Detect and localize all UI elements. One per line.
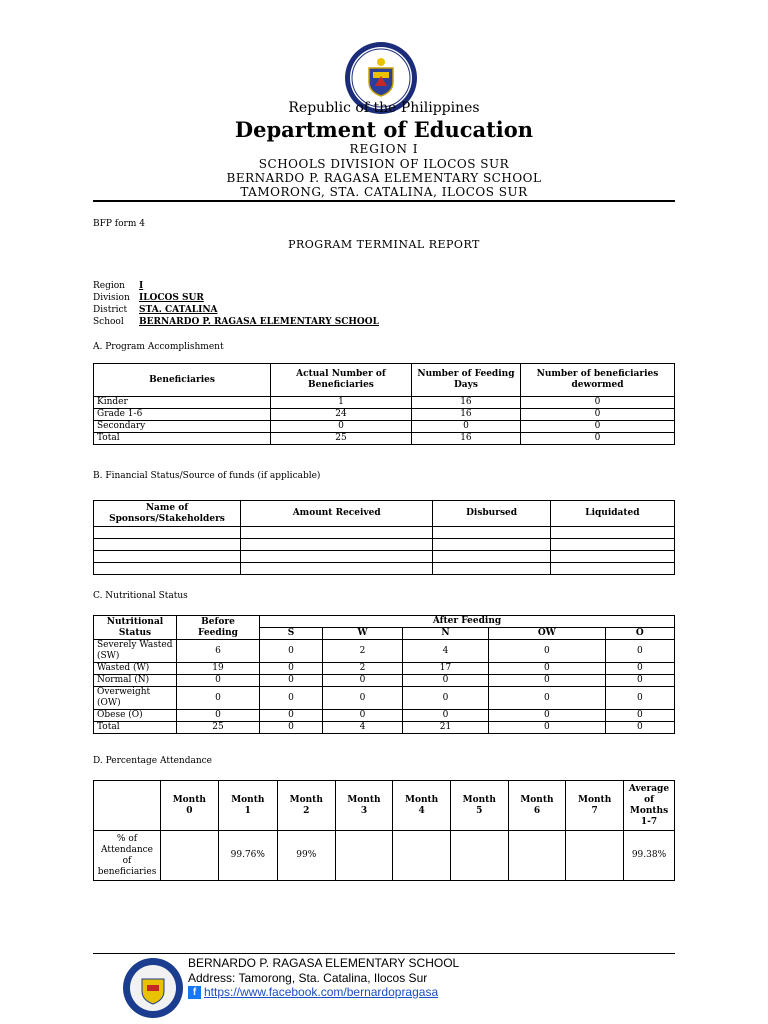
- table-row: % of Attendance of beneficiaries 99.76% 99% 99.38%: [94, 831, 675, 881]
- footer-divider: [93, 953, 675, 954]
- table-row: Grade 1-6 24 16 0: [94, 409, 675, 421]
- col-header: Month 2: [277, 781, 335, 831]
- table-row: Total 25 16 0: [94, 433, 675, 445]
- header-divider: [93, 200, 675, 202]
- col-header: Month 4: [393, 781, 451, 831]
- program-accomplishment-table: [93, 363, 675, 445]
- footer-facebook: [188, 985, 438, 999]
- table-row: [94, 539, 675, 551]
- col-header: W: [323, 628, 403, 640]
- attendance-table: [93, 780, 675, 881]
- section-c-title: C. Nutritional Status: [93, 591, 188, 601]
- division-line: SCHOOLS DIVISION OF ILOCOS SUR: [258, 157, 510, 171]
- col-header: Actual Number of Beneficiaries: [271, 364, 412, 397]
- col-header: Number of Feeding Days: [411, 364, 520, 397]
- table-row: Overweight (OW) 0 0 0 0 0 0: [94, 687, 675, 710]
- col-header: O: [605, 628, 674, 640]
- school-info: [93, 280, 379, 328]
- col-header: Average of Months 1-7: [624, 781, 675, 831]
- col-header: Amount Received: [241, 501, 433, 527]
- info-division: Division ILOCOS SUR: [93, 293, 204, 303]
- row-label: % of Attendance of beneficiaries: [94, 831, 161, 881]
- col-header: Month 3: [335, 781, 393, 831]
- facebook-link[interactable]: https://www.facebook.com/bernardopragasa: [204, 985, 439, 999]
- footer-address: Address: Tamorong, Sta. Catalina, Ilocos Sur: [188, 971, 428, 985]
- section-a-title: A. Program Accomplishment: [93, 342, 224, 352]
- col-header: Disbursed: [433, 501, 550, 527]
- form-number: BFP form 4: [93, 219, 145, 229]
- table-row: Secondary 0 0 0: [94, 421, 675, 433]
- table-row: [94, 527, 675, 539]
- col-header: Nutritional Status: [94, 616, 177, 640]
- section-b-title: B. Financial Status/Source of funds (if applicable): [93, 471, 321, 481]
- table-row: Obese (O) 0 0 0 0 0 0: [94, 710, 675, 722]
- school-seal-logo: [122, 957, 184, 1019]
- table-row: Normal (N) 0 0 0 0 0 0: [94, 675, 675, 687]
- section-d-title: D. Percentage Attendance: [93, 756, 212, 766]
- col-header: S: [260, 628, 323, 640]
- col-header: Number of beneficiaries dewormed: [520, 364, 674, 397]
- table-row: Kinder 1 16 0: [94, 397, 675, 409]
- col-header: Liquidated: [550, 501, 674, 527]
- facebook-icon: f: [188, 986, 201, 999]
- table-row: [94, 551, 675, 563]
- col-header: OW: [489, 628, 606, 640]
- footer-school-name: BERNARDO P. RAGASA ELEMENTARY SCHOOL: [188, 956, 460, 970]
- col-header: Month 1: [218, 781, 277, 831]
- nutritional-status-table: [93, 615, 675, 734]
- school-line: BERNARDO P. RAGASA ELEMENTARY SCHOOL: [226, 171, 542, 185]
- table-row: Total 25 0 4 21 0 0: [94, 722, 675, 734]
- info-region: Region I: [93, 281, 144, 291]
- region-line: REGION I: [349, 142, 419, 156]
- table-row: Severely Wasted (SW) 6 0 2 4 0 0: [94, 640, 675, 663]
- col-header: Month 6: [508, 781, 566, 831]
- info-school: School BERNARDO P. RAGASA ELEMENTARY SCHOOL: [93, 317, 379, 327]
- col-header: Month 5: [450, 781, 508, 831]
- address-line: TAMORONG, STA. CATALINA, ILOCOS SUR: [240, 185, 528, 199]
- col-header: N: [402, 628, 488, 640]
- financial-status-table: [93, 500, 675, 575]
- department-title: Department of Education: [234, 117, 534, 142]
- table-row: [94, 563, 675, 575]
- col-header: Month 0: [161, 781, 219, 831]
- table-row: Wasted (W) 19 0 2 17 0 0: [94, 663, 675, 675]
- report-title: PROGRAM TERMINAL REPORT: [288, 238, 480, 251]
- col-header: Month 7: [566, 781, 624, 831]
- col-header: Name of Sponsors/Stakeholders: [94, 501, 241, 527]
- info-district: District STA. CATALINA: [93, 305, 218, 315]
- col-header: After Feeding: [260, 616, 675, 628]
- col-header: Before Feeding: [177, 616, 260, 640]
- republic-line: Republic of the Philippines: [288, 100, 480, 116]
- col-header: Beneficiaries: [94, 364, 271, 397]
